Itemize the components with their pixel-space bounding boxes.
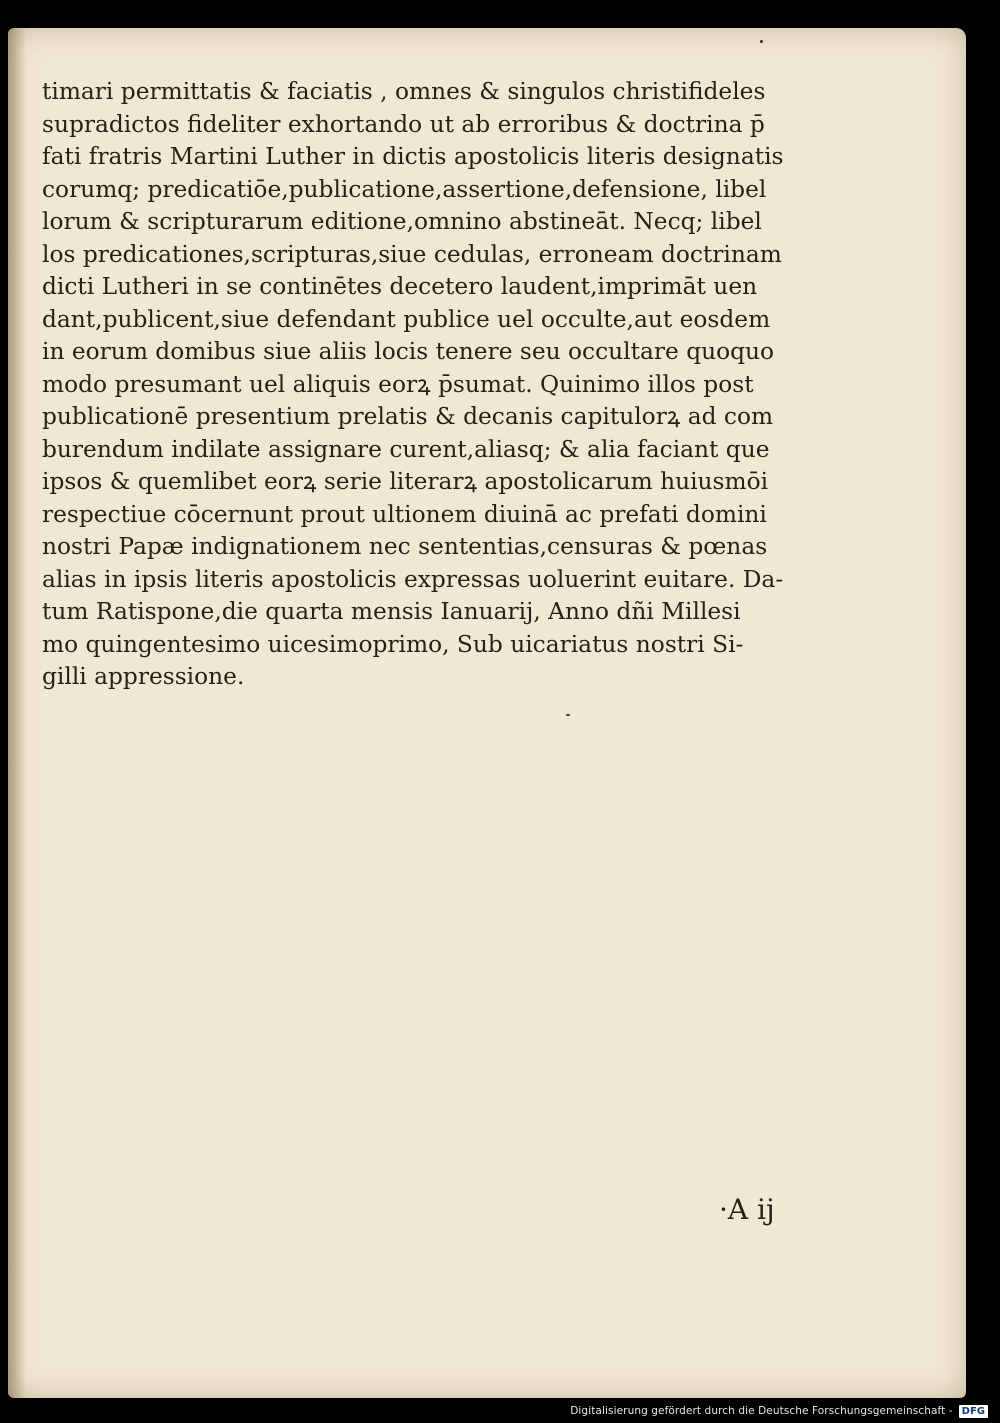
text-line: fati fratris Martini Luther in dictis apostolicis literis designatis [42, 143, 784, 170]
text-line: dant,publicent,siue defendant publice uel occulte,aut eosdem [42, 305, 771, 333]
text-line: publicationē presentium prelatis & decanis capitulorꝝ ad com [42, 403, 774, 430]
text-line: alias in ipsis literis apostolicis expressas uoluerint euitare. Da- [42, 565, 784, 593]
text-line: respectiue cōcernunt prout ultionem diuinā ac prefati domini [42, 500, 767, 528]
text-line: tum Ratispone,die quarta mensis Ianuarij, Anno dñi Millesi [42, 598, 741, 625]
page-text [42, 76, 784, 694]
text-line: lorum & scripturarum editione,omnino abstineāt. Necq; libel [42, 208, 762, 235]
funding-notice: Digitalisierung gefördert durch die Deutsche Forschungsgemeinschaft - [570, 1405, 953, 1417]
ink-speck [760, 40, 763, 43]
text-line: timari permittatis & faciatis , omnes & singulos christifideles [42, 78, 766, 105]
text-line: modo presumant uel aliquis eorꝝ p̄sumat. Quinimo illos post [42, 370, 754, 398]
text-line: burendum indilate assignare curent,aliasq; & alia faciant que [42, 435, 770, 463]
text-line: mo quingentesimo uicesimoprimo, Sub uicariatus nostri Si- [42, 630, 744, 658]
text-line: supradictos fideliter exhortando ut ab erroribus & doctrina p̄ [42, 110, 765, 138]
text-line: corumq; predicatiōe,publicatione,assertione,defensione, libel [42, 175, 767, 203]
dfg-logo: DFG [959, 1405, 988, 1418]
ink-speck [566, 714, 570, 716]
digitization-footer [570, 1403, 988, 1419]
signature-mark: ·A ij [719, 1193, 775, 1226]
text-line: gilli appressione. [42, 663, 245, 690]
text-line: los predicationes,scripturas,siue cedulas, erroneam doctrinam [42, 240, 782, 268]
text-line: dicti Lutheri in se continētes decetero laudent,imprimāt uen [42, 273, 758, 300]
text-line: nostri Papæ indignationem nec sententias,censuras & pœnas [42, 533, 768, 560]
text-line: in eorum domibus siue aliis locis tenere seu occultare quoquo [42, 338, 775, 365]
text-line: ipsos & quemlibet eorꝝ serie literarꝝ apostolicarum huiusmōi [42, 468, 769, 495]
book-page [8, 28, 966, 1398]
